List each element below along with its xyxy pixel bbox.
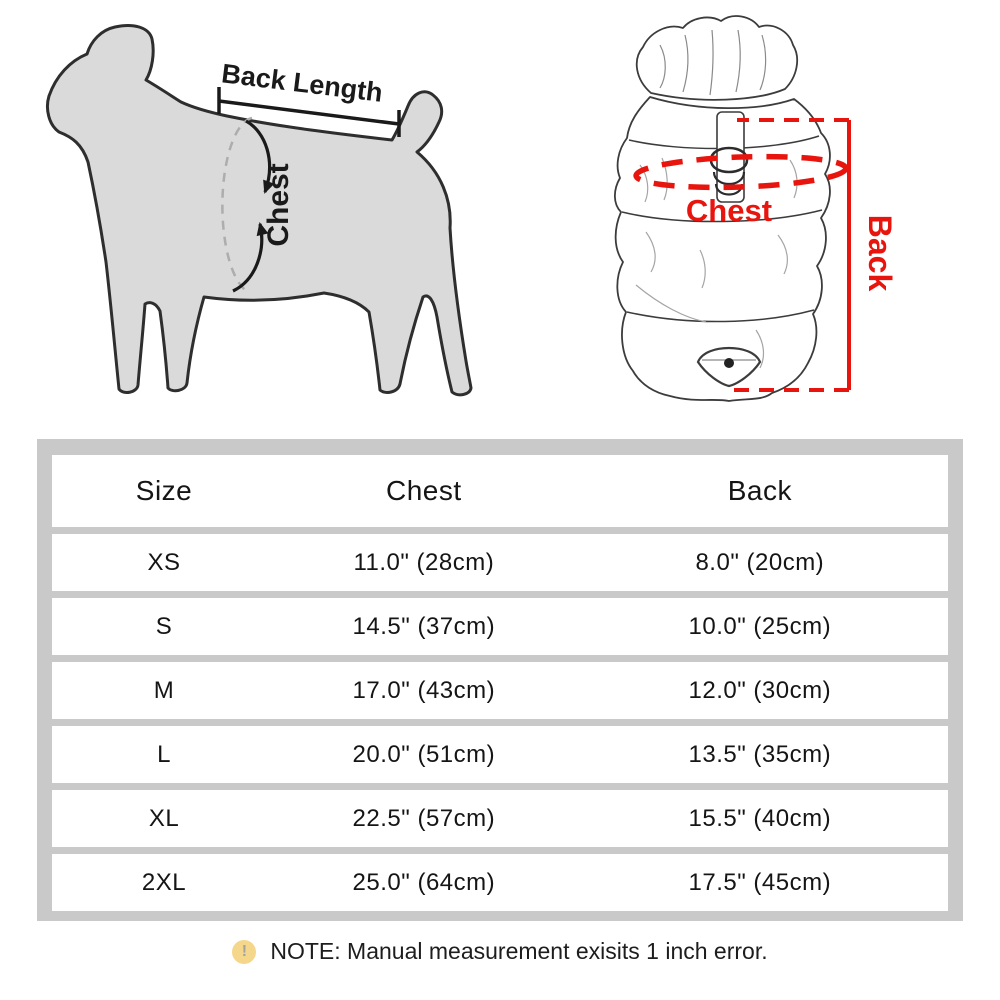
size-table (37, 439, 963, 921)
dog-illustration (47, 26, 471, 395)
table-header-row (52, 455, 948, 527)
back-value: 12.0" (30cm) (688, 676, 832, 704)
table-row-s (52, 598, 948, 655)
table-row-xl (52, 790, 948, 847)
back-value: 13.5" (35cm) (688, 740, 832, 768)
warning-icon: ! (232, 940, 256, 964)
back-value: 17.5" (45cm) (688, 868, 832, 896)
chest-value: 14.5" (37cm) (352, 612, 496, 640)
table-row-m (52, 662, 948, 719)
vest-illustration (615, 16, 898, 401)
size-value: M (153, 676, 175, 704)
measurement-diagram (0, 0, 1000, 437)
table-row-xs (52, 534, 948, 591)
dog-chest-label: Chest (262, 163, 295, 247)
header-size: Size (135, 475, 193, 506)
header-chest: Chest (386, 475, 462, 506)
size-value: L (157, 740, 171, 768)
size-value: XL (148, 804, 180, 832)
note-text: NOTE: Manual measurement exisits 1 inch error. (270, 938, 768, 964)
size-value: XS (147, 548, 181, 576)
back-value: 10.0" (25cm) (688, 612, 832, 640)
back-value: 15.5" (40cm) (688, 804, 832, 832)
chest-value: 17.0" (43cm) (352, 676, 496, 704)
size-value: 2XL (141, 868, 187, 896)
table-row-l (52, 726, 948, 783)
vest-back-label: Back (862, 214, 898, 292)
size-value: S (155, 612, 173, 640)
chest-value: 22.5" (57cm) (352, 804, 496, 832)
measurement-note (0, 938, 1000, 965)
chest-value: 20.0" (51cm) (352, 740, 496, 768)
chest-value: 25.0" (64cm) (352, 868, 496, 896)
vest-chest-label: Chest (685, 193, 773, 228)
back-length-label: Back Length (219, 58, 385, 108)
table-row-2xl (52, 854, 948, 911)
header-back: Back (727, 475, 792, 506)
back-value: 8.0" (20cm) (695, 548, 825, 576)
chest-value: 11.0" (28cm) (353, 548, 495, 576)
